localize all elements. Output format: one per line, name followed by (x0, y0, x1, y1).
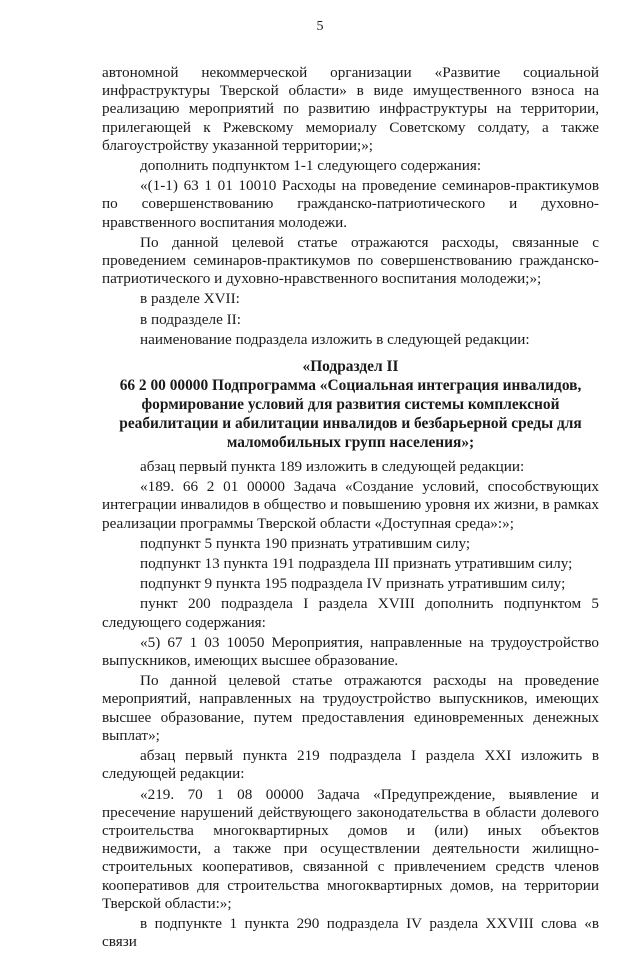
paragraphs-top (102, 64, 599, 349)
paragraphs-bottom (102, 458, 599, 951)
paragraph: дополнить подпунктом 1-1 следующего содержания: (140, 157, 482, 175)
paragraph: «(1-1) 63 1 01 10010 Расходы на проведение семинаров-практикумов по совершенствованию гражданско-патриотического и духовно-нравственного воспитания молодежи. (102, 177, 599, 231)
paragraph: в разделе XVII: (140, 290, 240, 308)
paragraph: наименование подраздела изложить в следующей редакции: (140, 330, 530, 348)
paragraph: в подпункте 1 пункта 290 подраздела IV раздела XXVIII слова «в связи (102, 914, 599, 951)
heading-line-2: 66 2 00 00000 Подпрограмма «Социальная интеграция инвалидов, формирование условий для развития системы комплексной реабилитации и абилитации инвалидов и безбарьерной среды для маломобильных групп населения»; (119, 377, 582, 452)
paragraph: подпункт 9 пункта 195 подраздела IV признать утратившим силу; (140, 575, 566, 593)
paragraph: «189. 66 2 01 00000 Задача «Создание условий, способствующих интеграции инвалидов в общество и повышению уровня их жизни, в рамках реализации программы Тверской области «Доступная среда»:»; (102, 478, 599, 532)
paragraph: абзац первый пункта 219 подраздела I раздела XXI изложить в следующей редакции: (102, 747, 599, 783)
paragraph: пункт 200 подраздела I раздела XVIII дополнить подпунктом 5 следующего содержания: (102, 595, 599, 631)
paragraph: в подразделе II: (140, 310, 241, 328)
paragraph: подпункт 13 пункта 191 подраздела III признать утратившим силу; (140, 555, 573, 573)
document-body (102, 64, 599, 953)
paragraph: «5) 67 1 03 10050 Мероприятия, направленные на трудоустройство выпускников, имеющих высшее образование. (102, 633, 599, 670)
paragraph: абзац первый пункта 189 изложить в следующей редакции: (140, 458, 525, 476)
paragraph: подпункт 5 пункта 190 признать утратившим силу; (140, 534, 471, 552)
paragraph: «219. 70 1 08 00000 Задача «Предупреждение, выявление и пресечение нарушений действующего законодательства в области долевого строительства многоквартирных домов и (или) иных объектов недвижимости, а также при осуществлении деятельности жилищно-строительных кооперативов, связанной с привлечением средств членов кооперативов для строительства многоквартирных домов, на территории Тверской области:»; (102, 785, 599, 912)
subsection-heading (102, 357, 599, 452)
paragraph: автономной некоммерческой организации «Развитие социальной инфраструктуры Тверской области» в виде имущественного взноса на реализацию мероприятий по развитию инфраструктуры на территории, прилегающей к Ржевскому мемориалу Советскому солдату, а также благоустройству указанной территории;»; (102, 64, 599, 154)
paragraph: По данной целевой статье отражаются расходы на проведение мероприятий, направленных на трудоустройство выпускников, имеющих высшее образование, путем предоставления единовременных денежных выплат»; (102, 672, 599, 744)
heading-line-1: «Подраздел II (302, 358, 399, 376)
page-number: 5 (316, 19, 324, 34)
paragraph: По данной целевой статье отражаются расходы, связанные с проведением семинаров-практикумов по совершенствованию гражданско-патриотического и духовно-нравственного воспитания молодежи;»; (102, 233, 599, 288)
